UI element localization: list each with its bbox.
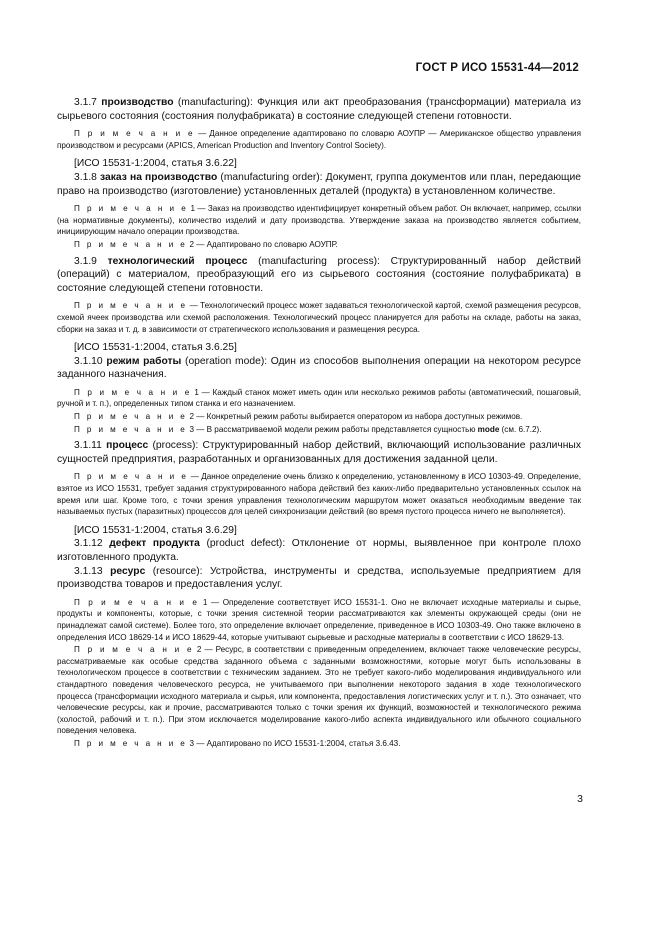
- note-text: 3 — Адаптировано по ИСО 15531-1:2004, статья 3.6.43.: [187, 738, 401, 748]
- note: [57, 738, 581, 750]
- note-label: П р и м е ч а н и е: [74, 129, 195, 139]
- term-entry: [57, 355, 581, 382]
- term-name: процесс: [106, 440, 149, 452]
- note-text: 2 — Конкретный режим работы выбирается оператором из набора доступных режимов.: [187, 412, 523, 422]
- note-label: П р и м е ч а н и е: [74, 301, 188, 311]
- note-text: 2 — Адаптировано по словарю АОУПР.: [187, 239, 338, 249]
- note-label: П р и м е ч а н и е: [74, 387, 192, 397]
- note-label: П р и м е ч а н и е: [74, 424, 188, 434]
- note-label: П р и м е ч а н и е: [74, 239, 188, 249]
- term-number: 3.1.12: [74, 538, 103, 550]
- note-label: П р и м е ч а н и е: [74, 412, 188, 422]
- note-text: 1 — Определение соответствует ИСО 15531-1. Оно не включает исходные материалы и сырье, продукты и компоненты, которые, с точки зрения системной теории рассматриваются как элементы окружающей среды (они не принадлежат самой системе). Более того, это определение включает определение, приведенное в ИСО 10303-49. Оно также включено в определения ИСО 18629-14 и ИСО 18629-44, которые учитывают сырьевые и расходные материалы в соответствии с ИСО 18629-13.: [57, 597, 582, 642]
- note-label: П р и м е ч а н и е: [74, 738, 188, 748]
- term-entry: [57, 255, 581, 296]
- note: [57, 128, 581, 151]
- term-number: 3.1.11: [74, 440, 102, 452]
- entity-name: mode: [477, 424, 500, 434]
- note-text: 2 — Ресурс, в соответствии с приведенным определением, включает также человеческие ресурсы, рассматриваемые как особые средства заданного объема с заданными возможностями, которые могут быть использованы в технологическом процессе в соответствии с техническим заданием. Это не требует какого-либо моделирования индивидуального или стандартного поведения человеческого ресурса, не учитываемого при выполнении некоторого задания в ходе технологического процесса (трансформации исходного материала и сырья, или компонента, предоставления логистических услуг и т. п.). Это означает, что человеческие ресурсы, как и прочие, рассматриваются только с точки зрения их функций, возможностей и технологического режима (холостой, рабочий и т. п.). При этом исключается моделирование какого-либо аспекта индивидуального или обычного социального поведения человека.: [57, 645, 582, 736]
- note: [57, 471, 581, 517]
- term-name: производство: [101, 97, 174, 108]
- note-text: — Данное определение адаптировано по словарю АОУПР — Американское общество управления производством и ресурсами (APICS, American Production and Inventory Control Society).: [57, 129, 581, 150]
- term-entry: [57, 439, 581, 466]
- note-text: — Технологический процесс может задаваться технологической картой, схемой размещения ресурсов, схемой ячеек производства или схемой расположения. Технологический процесс планируется для работы на складе, работы на заказ, сборки на заказ и т. д. в зависимости от стратегического использования и размещения ресурса.: [57, 301, 581, 334]
- note-label: П р и м е ч а н и е: [74, 204, 189, 214]
- term-entry: [57, 96, 581, 123]
- note-text-end: (см. 6.7.2).: [499, 424, 542, 434]
- term-number: 3.1.8: [74, 171, 97, 183]
- term-entry: [57, 171, 581, 198]
- term-name: ресурс: [110, 565, 146, 577]
- note-label: П р и м е ч а н и е: [74, 645, 194, 655]
- term-definition: (manufacturing order): Документ, группа документов или план, передающие право на производство (изготовление) установленных деталей (продукта) в установленном количестве.: [57, 171, 581, 197]
- note-text: 1 — Заказ на производство идентифицирует конкретный объем работ. Он включает, например, ссылки (на нормативные документы), количество изделий и дату производства. Утверждение заказа на производство является событием, инициирующим начало операции производства.: [57, 204, 581, 237]
- term-entry: [57, 565, 581, 592]
- source-reference: [ИСО 15531-1:2004, статья 3.6.22]: [74, 158, 237, 170]
- note: [57, 300, 581, 335]
- term-number: 3.1.9: [74, 255, 97, 267]
- note: [57, 597, 581, 643]
- source-reference: [ИСО 15531-1:2004, статья 3.6.29]: [74, 524, 237, 536]
- note-text: 1 — Каждый станок может иметь один или несколько режимов работы (автоматический, пошаговый, ручной и т. п.), определенных типом станка и его назначением.: [57, 387, 581, 409]
- note-label: П р и м е ч а н и е: [74, 472, 189, 482]
- note-text: 3 — В рассматриваемой модели режим работы представляется сущностью: [187, 424, 478, 434]
- term-definition: (manufacturing): Функция или акт преобразования (трансформации) материала из сырьевого состояния (состояния полуфабриката) в состояние следующей степени готовности.: [57, 97, 581, 122]
- note-label: П р и м е ч а н и е: [74, 597, 200, 607]
- note: [57, 203, 581, 238]
- note-text: — Данное определение очень близко к определению, установленному в ИСО 10303-49. Определение, взятое из ИСО 15531, требует задания структурированного набора действий без каких-либо предварительно установленных ссылок на время или шаг. Кроме того, с точки зрения управления технологическим маршрутом может оказаться необходимым введение так называемых пустых (паразитных) процессов для целей синхронизации действий (во время пустого процесса ничего не выполняется).: [57, 472, 582, 517]
- term-name: заказ на производство: [100, 171, 218, 183]
- note: [57, 424, 581, 436]
- document-body: [57, 92, 581, 750]
- term-definition: (process): Структурированный набор действий, включающий использование различных сущностей предприятия, разработанных и организованных для достижения заданной цели.: [57, 440, 581, 465]
- note: [57, 239, 581, 251]
- note: [57, 411, 581, 423]
- term-name: технологический процесс: [107, 255, 248, 267]
- page-number: 3: [577, 793, 583, 805]
- term-number: 3.1.7: [74, 97, 97, 108]
- term-definition: (product defect): Отклонение от нормы, выявленное при контроле плохо изготовленного продукта.: [57, 538, 581, 563]
- term-definition: (operation mode): Один из способов выполнения операции на некотором ресурсе заданного назначения.: [57, 355, 581, 381]
- term-name: режим работы: [106, 355, 182, 367]
- note: [57, 387, 581, 410]
- term-name: дефект продукта: [109, 538, 200, 550]
- term-entry: [57, 537, 581, 564]
- source-reference: [ИСО 15531-1:2004, статья 3.6.25]: [74, 342, 237, 354]
- term-definition: (resource): Устройства, инструменты и средства, используемые предприятием для производства товаров и предоставления услуг.: [57, 565, 581, 591]
- standard-designation: ГОСТ Р ИСО 15531-44—2012: [415, 62, 579, 74]
- term-definition: (manufacturing process): Структурированный набор действий (операций) с материалом, преобразующий его из сырьевого состояния (состояние полуфабриката) в состояние следующей степени готовности.: [57, 255, 581, 294]
- note: [57, 644, 581, 737]
- term-number: 3.1.10: [74, 355, 103, 367]
- term-number: 3.1.13: [74, 565, 103, 577]
